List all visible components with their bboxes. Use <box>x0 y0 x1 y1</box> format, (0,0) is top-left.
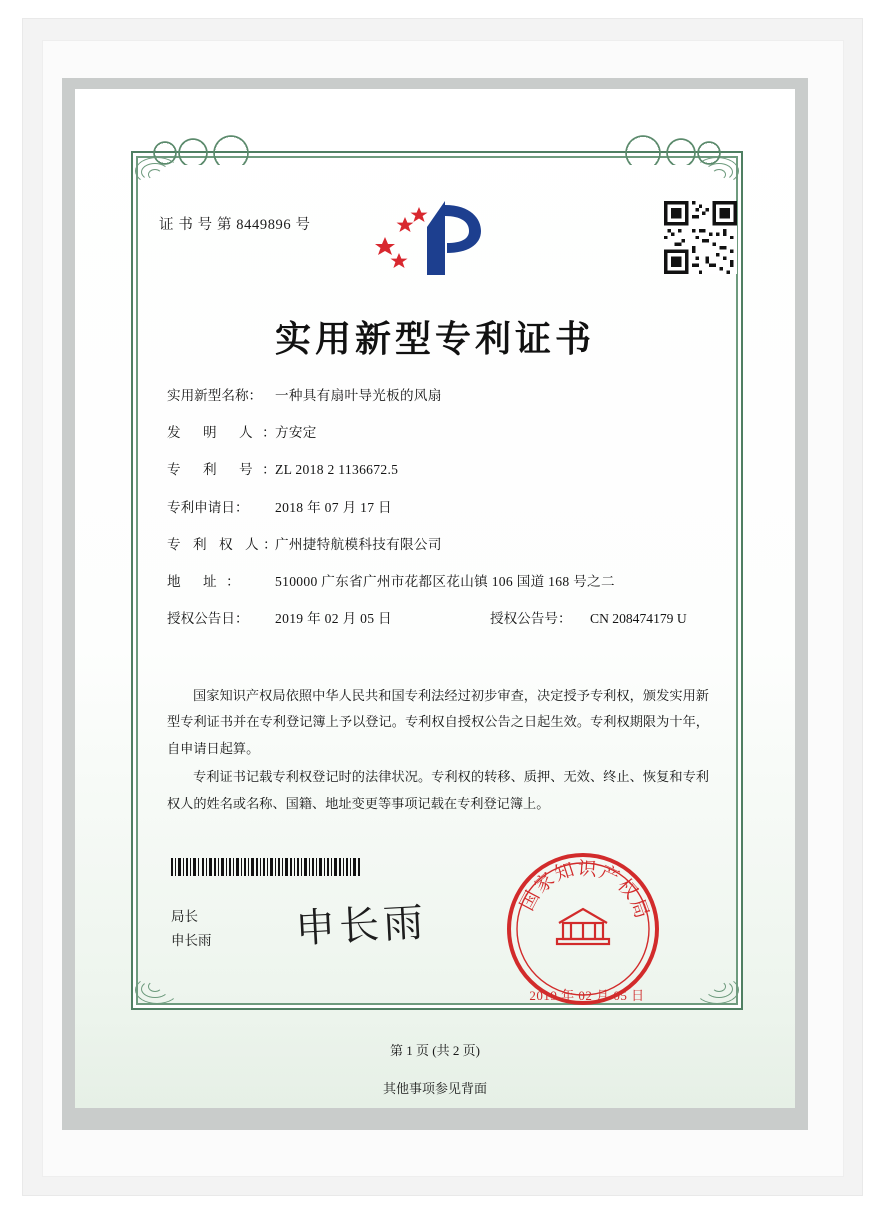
footnote: 其他事项参见背面 <box>382 1081 487 1096</box>
field-row-application-date <box>167 499 712 517</box>
field-row-address <box>167 573 712 591</box>
certificate-number: 证 书 号 第 8449896 号 <box>159 217 311 233</box>
field-row-patentee <box>167 536 712 554</box>
qr-code-icon <box>664 201 737 274</box>
svg-text:权: 权 <box>613 874 643 904</box>
svg-text:家: 家 <box>530 868 559 898</box>
legal-text <box>167 683 709 819</box>
official-round-seal-icon <box>505 851 661 1007</box>
field-label: 实用新型名称： <box>167 388 263 403</box>
page-title: 实用新型专利证书 <box>274 318 595 360</box>
svg-text:国: 国 <box>515 887 545 915</box>
field-label-secondary: 授权公告号： <box>490 611 572 627</box>
handwritten-signature: 申长雨 <box>294 899 429 953</box>
field-label: 授权公告日： <box>167 611 249 627</box>
svg-text:产: 产 <box>595 861 623 890</box>
field-value: 一种具有扇叶导光板的风扇 <box>275 388 442 403</box>
field-label: 地 址： <box>167 573 250 589</box>
field-row-grant-announcement <box>167 610 712 628</box>
paragraph-1: 国家知识产权局依照中华人民共和国专利法经过初步审查，决定授予专利权，颁发实用新型专利证书并在专利登记簿上予以登记。专利权自授权公告之日起生效。专利权期限为十年，自申请日起算。 <box>167 688 709 756</box>
corner-ornament-top-left <box>131 151 205 201</box>
svg-text:局: 局 <box>625 895 653 922</box>
svg-text:识: 识 <box>576 857 598 881</box>
seal-date: 2019 年 02 月 05 日 <box>529 988 645 1003</box>
patent-fields <box>167 387 712 647</box>
svg-text:知: 知 <box>552 858 577 886</box>
field-value: ZL 2018 2 1136672.5 <box>275 462 399 478</box>
field-row-inventor <box>167 424 712 442</box>
field-value-secondary: CN 208474179 U <box>590 611 687 627</box>
field-label: 专 利 权 人： <box>167 536 282 552</box>
paragraph-2: 专利证书记载专利权登记时的法律状况。专利权的转移、质押、无效、终止、恢复和专利权人的姓名或名称、国籍、地址变更等事项记载在专利登记簿上。 <box>167 769 709 811</box>
signature-block <box>171 905 212 952</box>
field-row-title <box>167 387 712 405</box>
field-row-patent-number <box>167 461 712 479</box>
field-label: 专利申请日： <box>167 499 249 515</box>
page-indicator: 第 1 页 (共 2 页) <box>390 1043 480 1058</box>
cnipa-logo-icon <box>375 197 495 283</box>
barcode-icon <box>171 858 361 876</box>
corner-ornament-bottom-left <box>131 960 205 1010</box>
field-value: 2018 年 07 月 17 日 <box>275 499 392 515</box>
field-label: 专 利 号： <box>167 462 286 478</box>
director-name-label: 申长雨 <box>171 932 212 948</box>
corner-ornament-top-right <box>669 151 743 201</box>
corner-ornament-bottom-right <box>669 960 743 1010</box>
field-value: 广州捷特航模科技有限公司 <box>275 536 442 552</box>
field-label: 发 明 人： <box>167 425 286 441</box>
field-value: 方安定 <box>275 425 317 441</box>
patent-certificate <box>75 89 795 1108</box>
director-role-label: 局长 <box>171 909 198 924</box>
field-value: 510000 广东省广州市花都区花山镇 106 国道 168 号之二 <box>275 573 615 589</box>
field-value: 2019 年 02 月 05 日 <box>275 611 392 627</box>
